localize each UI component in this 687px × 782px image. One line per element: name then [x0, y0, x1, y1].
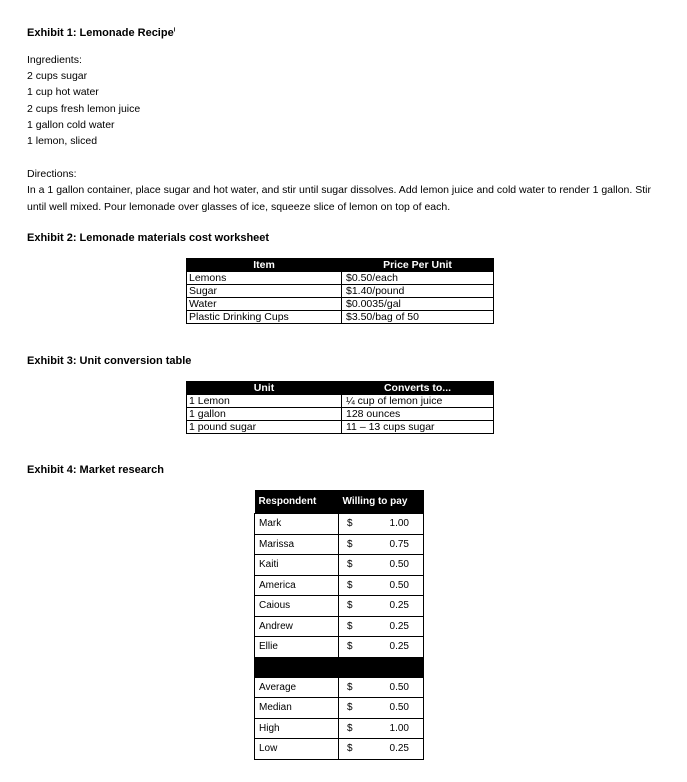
table-row	[255, 555, 424, 576]
stat-value-cell	[339, 718, 424, 739]
table-row	[187, 272, 494, 285]
table-cell: 11 – 13 cups sugar	[342, 421, 494, 434]
table-row	[187, 285, 494, 298]
table-cell: $0.0035/gal	[342, 298, 494, 311]
amount: 1.00	[389, 518, 409, 530]
stat-value-cell	[339, 677, 424, 698]
separator-cell	[339, 657, 424, 677]
willing-to-pay-cell	[339, 616, 424, 637]
table-row	[255, 739, 424, 760]
amount: 0.50	[389, 702, 409, 714]
respondent-name: Mark	[255, 514, 339, 535]
amount: 0.75	[389, 538, 409, 550]
ingredient-item: 1 gallon cold water	[27, 118, 115, 131]
table-header-row	[187, 259, 494, 272]
willing-to-pay-cell	[339, 596, 424, 617]
currency-symbol: $	[347, 620, 353, 632]
willing-to-pay-cell	[339, 575, 424, 596]
ingredient-item: 1 cup hot water	[27, 86, 99, 99]
table-row	[255, 534, 424, 555]
table-cell: 1 pound sugar	[187, 421, 342, 434]
respondent-name: America	[255, 575, 339, 596]
column-header: Unit	[187, 382, 342, 395]
table-header-row	[187, 382, 494, 395]
currency-symbol: $	[347, 641, 353, 653]
respondent-name: Ellie	[255, 637, 339, 658]
table-row	[255, 718, 424, 739]
currency-symbol: $	[347, 681, 353, 693]
table-row	[187, 408, 494, 421]
table-cell: $1.40/pound	[342, 285, 494, 298]
ingredients-block	[27, 52, 140, 149]
stat-value-cell	[339, 739, 424, 760]
ingredient-item: 2 cups sugar	[27, 70, 88, 83]
currency-symbol: $	[347, 702, 353, 714]
exhibit3-heading: Exhibit 3: Unit conversion table	[27, 355, 192, 367]
stat-name: Low	[255, 739, 339, 760]
willing-to-pay-cell	[339, 514, 424, 535]
amount: 0.25	[389, 620, 409, 632]
directions-label: Directions:	[27, 168, 77, 180]
table-cell: Plastic Drinking Cups	[187, 311, 342, 324]
table-row	[187, 395, 494, 408]
currency-symbol: $	[347, 743, 353, 755]
respondent-name: Kaiti	[255, 555, 339, 576]
willing-to-pay-cell	[339, 555, 424, 576]
stat-name: High	[255, 718, 339, 739]
ingredient-item: 1 lemon, sliced	[27, 135, 98, 148]
amount: 0.25	[389, 641, 409, 653]
table-row	[187, 421, 494, 434]
table-cell: Lemons	[187, 272, 342, 285]
currency-symbol: $	[347, 538, 353, 550]
table-cell: 1 Lemon	[187, 395, 342, 408]
table-row	[255, 575, 424, 596]
separator-cell	[255, 657, 339, 677]
table-row	[255, 698, 424, 719]
respondent-name: Marissa	[255, 534, 339, 555]
exhibit1-heading: Exhibit 1: Lemonade Recipe$^i$	[27, 27, 176, 39]
cost-worksheet-table	[186, 258, 494, 324]
respondent-name: Caious	[255, 596, 339, 617]
table-row	[187, 311, 494, 324]
separator-row	[255, 657, 424, 677]
ingredient-item: 2 cups fresh lemon juice	[27, 102, 141, 115]
table-cell: Sugar	[187, 285, 342, 298]
footnote-mark: i	[173, 27, 176, 34]
stat-name: Median	[255, 698, 339, 719]
column-header: Willing to pay	[339, 490, 424, 514]
willing-to-pay-cell	[339, 637, 424, 658]
table-row	[187, 298, 494, 311]
willing-to-pay-cell	[339, 534, 424, 555]
currency-symbol: $	[347, 722, 353, 734]
amount: 1.00	[389, 722, 409, 734]
amount: 0.50	[389, 681, 409, 693]
currency-symbol: $	[347, 579, 353, 591]
respondent-name: Andrew	[255, 616, 339, 637]
currency-symbol: $	[347, 518, 353, 530]
exhibit2-heading: Exhibit 2: Lemonade materials cost worksheet	[27, 232, 270, 244]
amount: 0.50	[389, 579, 409, 591]
amount: 0.25	[389, 743, 409, 755]
table-row	[255, 596, 424, 617]
exhibit4-heading: Exhibit 4: Market research	[27, 464, 164, 476]
column-header: Item	[187, 259, 342, 272]
currency-symbol: $	[347, 559, 353, 571]
table-cell: $3.50/bag of 50	[342, 311, 494, 324]
directions-text: In a 1 gallon container, place sugar and hot water, and stir until sugar dissolves. Add lemon juice and cold water to render 1 gallon. Stir until well mixed. Pour lemonade over glasses of ice, squeeze slice of lemon on top of each.	[27, 184, 651, 213]
stat-value-cell	[339, 698, 424, 719]
table-cell: ¼ cup of lemon juice	[342, 395, 494, 408]
table-cell: $0.50/each	[342, 272, 494, 285]
amount: 0.50	[389, 559, 409, 571]
market-research-table	[254, 490, 424, 760]
table-row	[255, 637, 424, 658]
column-header: Converts to...	[342, 382, 494, 395]
table-row	[255, 514, 424, 535]
ingredients-label: Ingredients:	[27, 54, 82, 66]
table-row	[255, 616, 424, 637]
amount: 0.25	[389, 600, 409, 612]
unit-conversion-table	[186, 381, 494, 434]
currency-symbol: $	[347, 600, 353, 612]
table-cell: 1 gallon	[187, 408, 342, 421]
stat-name: Average	[255, 677, 339, 698]
column-header: Respondent	[255, 490, 339, 514]
table-cell: Water	[187, 298, 342, 311]
table-cell: 128 ounces	[342, 408, 494, 421]
table-header-row	[255, 490, 424, 514]
table-row	[255, 677, 424, 698]
column-header: Price Per Unit	[342, 259, 494, 272]
